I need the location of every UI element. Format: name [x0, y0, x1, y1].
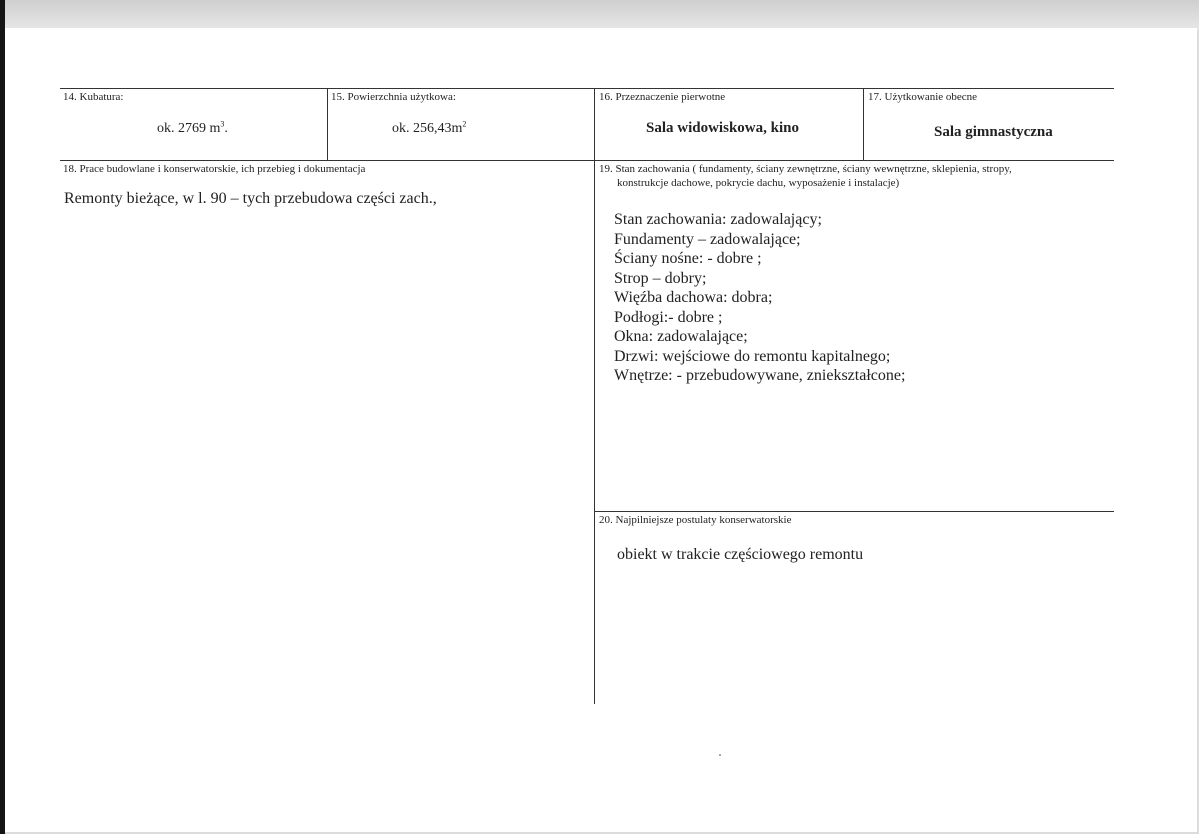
prace-text: Remonty bieżące, w l. 90 – tych przebudowa części zach., — [64, 190, 437, 207]
stan-item: Podłogi:- dobre ; — [614, 308, 723, 326]
powierzchnia-unit-exponent: 2 — [462, 119, 467, 129]
section-20-top-rule — [594, 511, 1114, 512]
column-divider-main — [594, 160, 595, 704]
kubatura-unit-exponent: 3 — [220, 119, 225, 129]
stan-label-line1: 19. Stan zachowania ( fundamenty, ściany zewnętrzne, ściany wewnętrzne, sklepienia, stropy, — [599, 163, 1012, 175]
kubatura-number: ok. 2769 m — [157, 121, 221, 136]
powierzchnia-number: ok. 256,43m — [392, 121, 463, 136]
kubatura-suffix: . — [224, 121, 228, 136]
postulaty-label: 20. Najpilniejsze postulaty konserwatorskie — [599, 514, 792, 526]
prace-label: 18. Prace budowlane i konserwatorskie, ich przebieg i dokumentacja — [63, 163, 366, 175]
row2-top-rule — [60, 160, 1114, 161]
stan-item: Ściany nośne: - dobre ; — [614, 250, 762, 267]
scan-edge-top — [5, 0, 1199, 30]
cell-divider-16-17 — [863, 88, 864, 160]
uzytkowanie-value: Sala gimnastyczna — [934, 124, 1053, 140]
stan-item: Okna: zadowalające; — [614, 328, 748, 345]
przeznaczenie-value: Sala widowiskowa, kino — [646, 120, 799, 136]
kubatura-value — [157, 121, 228, 137]
postulaty-text: obiekt w trakcie częściowego remontu — [617, 546, 864, 563]
document-sheet — [5, 28, 1197, 832]
powierzchnia-value — [392, 121, 466, 137]
stan-item: Stan zachowania: zadowalający; — [614, 211, 822, 228]
row1-top-rule — [60, 88, 1114, 89]
stan-items-list — [614, 210, 905, 386]
scan-speck — [719, 754, 721, 756]
stan-label-line2: konstrukcje dachowe, pokrycie dachu, wyposażenie i instalacje) — [617, 177, 900, 189]
uzytkowanie-label: 17. Użytkowanie obecne — [868, 91, 978, 103]
cell-divider-14-15 — [327, 88, 328, 160]
stan-item: Strop – dobry; — [614, 269, 707, 287]
stan-item: Więźba dachowa: dobra; — [614, 289, 773, 306]
stan-item: Drzwi: wejściowe do remontu kapitalnego; — [614, 347, 891, 365]
stan-item: Fundamenty – zadowalające; — [614, 230, 801, 248]
stan-item: Wnętrze: - przebudowywane, zniekształcone; — [614, 367, 906, 384]
powierzchnia-label: 15. Powierzchnia użytkowa: — [331, 91, 456, 103]
kubatura-label: 14. Kubatura: — [63, 91, 124, 103]
przeznaczenie-label: 16. Przeznaczenie pierwotne — [599, 91, 726, 103]
cell-divider-15-16 — [594, 88, 595, 160]
